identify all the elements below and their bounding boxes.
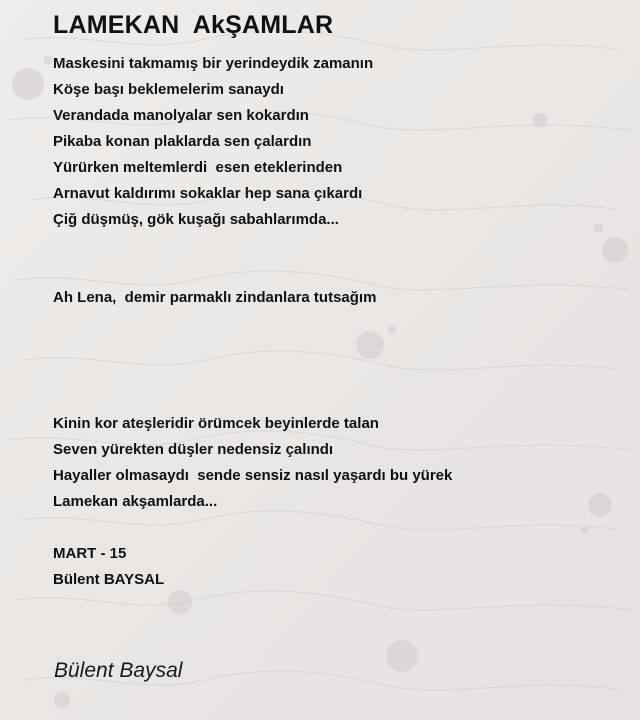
poem-line: Çiğ düşmüş, gök kuşağı sabahlarımda...	[53, 211, 339, 228]
poem-title: LAMEKAN AkŞAMLAR	[53, 11, 334, 39]
poem-line: Verandada manolyalar sen kokardın	[53, 107, 309, 124]
poem-line: Hayaller olmasaydı sende sensiz nasıl yaşardı bu yürek	[53, 467, 453, 484]
poem-date: MART - 15	[53, 545, 127, 562]
poem-line: Pikaba konan plaklarda sen çalardın	[53, 133, 312, 150]
poem-line: Lamekan akşamlarda...	[53, 493, 218, 510]
poem-line: Kinin kor ateşleridir örümcek beyinlerde talan	[53, 415, 379, 432]
poem-line: Seven yürekten düşler nedensiz çalındı	[53, 441, 334, 458]
poem-line: Arnavut kaldırımı sokaklar hep sana çıkardı	[53, 185, 363, 202]
author-signature: Bülent Baysal	[54, 659, 183, 682]
poem-line: Yürürken meltemlerdi esen eteklerinden	[53, 159, 343, 176]
poem-author: Bülent BAYSAL	[53, 571, 165, 588]
poem-line: Ah Lena, demir parmaklı zindanlara tutsağım	[53, 289, 377, 306]
poem-line: Köşe başı beklemelerim sanaydı	[53, 81, 284, 98]
poem-line: Maskesini takmamış bir yerindeydik zamanın	[53, 55, 374, 72]
